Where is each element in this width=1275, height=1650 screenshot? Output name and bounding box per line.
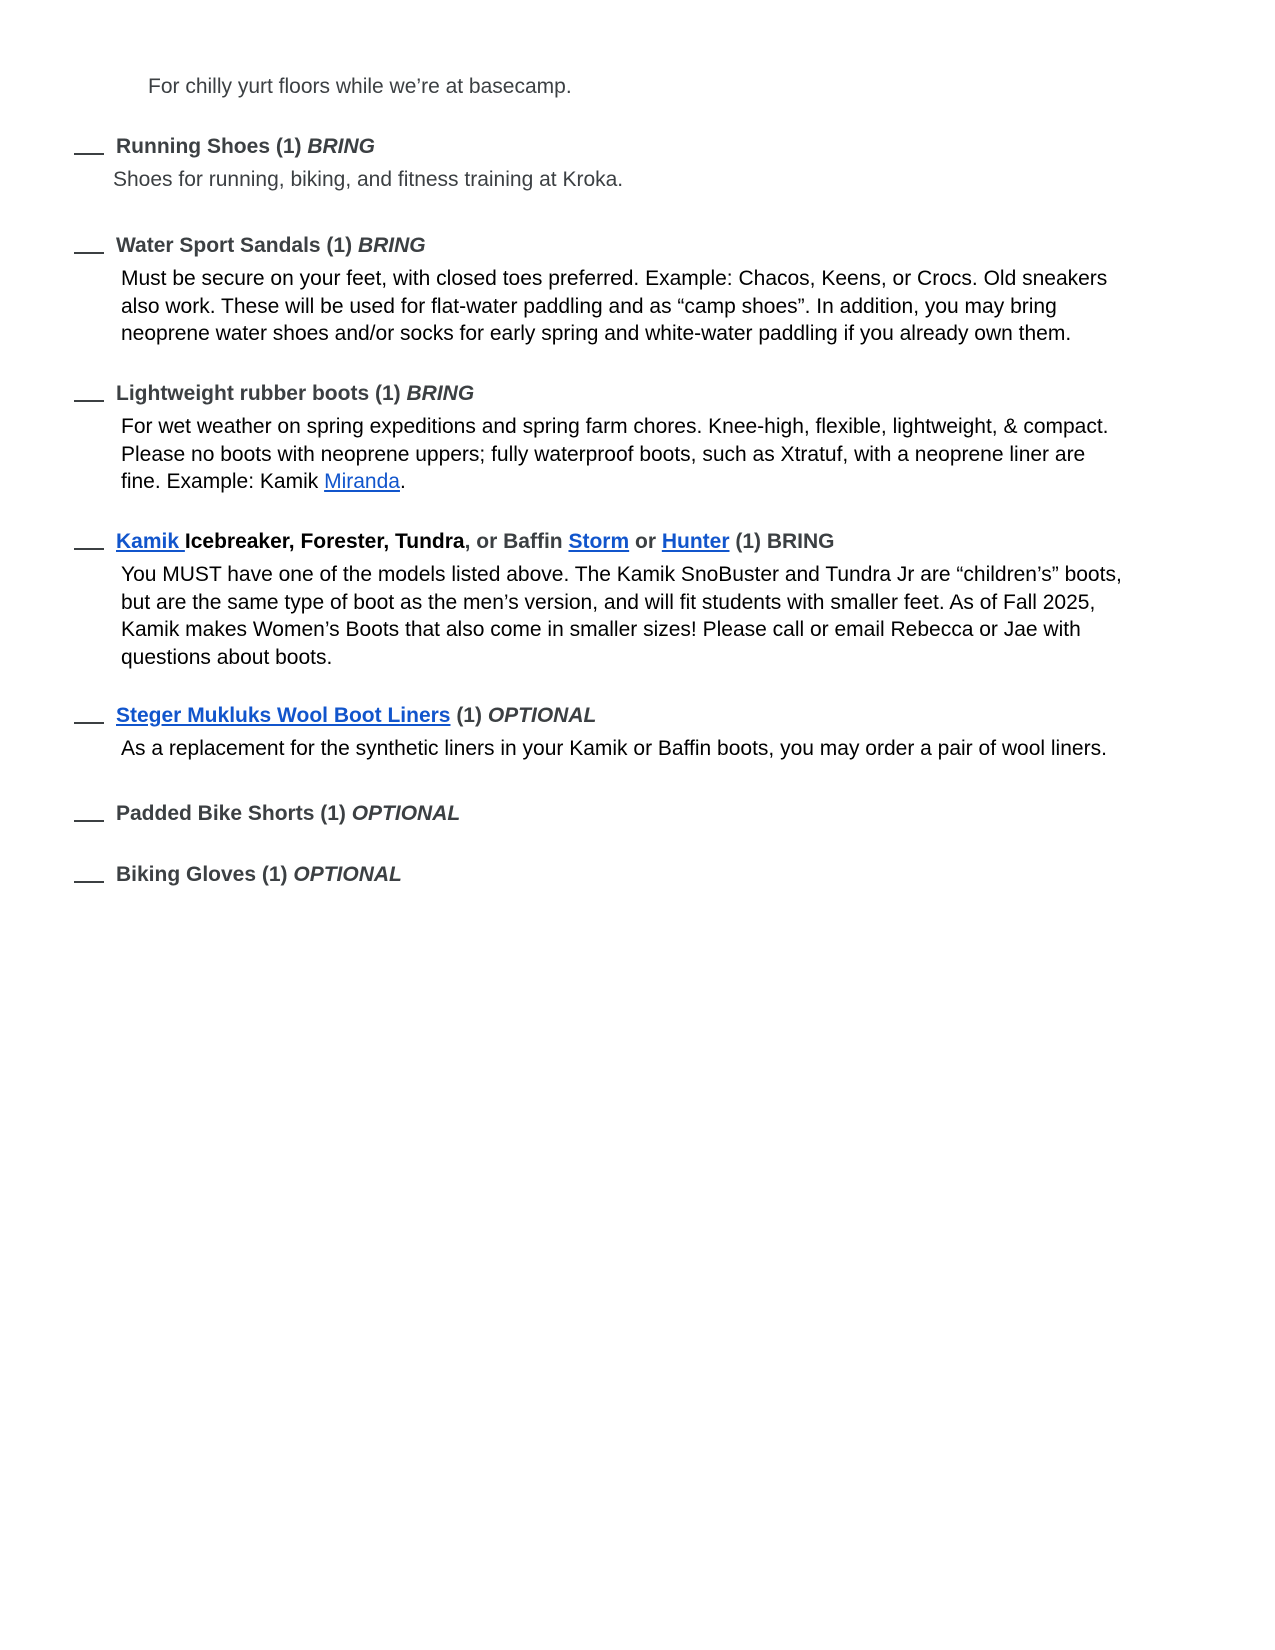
item-rubber-boots xyxy=(74,380,474,408)
checkbox-blank[interactable] xyxy=(74,534,104,550)
kamik-link[interactable]: Kamik xyxy=(116,530,185,553)
item-running-desc: Shoes for running, biking, and fitness training at Kroka. xyxy=(113,168,624,191)
item-name: Running Shoes (1) xyxy=(116,135,308,158)
checkbox-blank[interactable] xyxy=(74,139,104,155)
checkbox-blank[interactable] xyxy=(74,867,104,883)
item-water-sandals xyxy=(74,232,426,260)
item-tag: BRING xyxy=(357,234,426,257)
item-count-tag: (1) BRING xyxy=(729,530,835,553)
desc-line: but are the same type of boot as the men’s version, and will fit students with smaller feet. As of Fall 2025, xyxy=(121,590,1096,614)
item-name: Water Sport Sandals (1) xyxy=(116,234,358,257)
item-tag: BRING xyxy=(406,382,475,405)
or-baffin-text: , or Baffin xyxy=(464,530,569,553)
intro-note: For chilly yurt floors while we’re at basecamp. xyxy=(148,75,572,98)
storm-link[interactable]: Storm xyxy=(568,530,630,553)
item-rubber-boots-desc xyxy=(121,413,1216,496)
or-text: or xyxy=(629,530,662,553)
item-name: Lightweight rubber boots (1) xyxy=(116,382,407,405)
desc-text: . xyxy=(399,470,406,493)
item-tag: OPTIONAL xyxy=(293,863,402,886)
checkbox-blank[interactable] xyxy=(74,806,104,822)
item-tag: OPTIONAL xyxy=(351,802,461,825)
desc-line: questions about boots. xyxy=(121,645,333,669)
item-bike-shorts xyxy=(74,800,460,828)
item-boot-liners xyxy=(74,702,596,730)
item-winter-boots xyxy=(74,528,835,556)
steger-mukluks-link[interactable]: Steger Mukluks Wool Boot Liners xyxy=(116,704,451,727)
item-bike-gloves xyxy=(74,861,402,889)
desc-text: fine. Example: Kamik xyxy=(121,470,325,493)
desc-line: Must be secure on your feet, with closed toes preferred. Example: Chacos, Keens, or Crocs. Old sneakers xyxy=(121,267,1108,290)
desc-line: You MUST have one of the models listed above. The Kamik SnoBuster and Tundra Jr are “children’s” boots, xyxy=(121,563,1122,586)
item-name: Biking Gloves (1) xyxy=(116,863,294,886)
desc-line xyxy=(121,468,1216,496)
item-running-shoes xyxy=(74,133,375,161)
desc-line: also work. These will be used for flat-water paddling and as “camp shoes”. In addition, you may bring xyxy=(121,294,1057,318)
miranda-link[interactable]: Miranda xyxy=(324,470,400,493)
checkbox-blank[interactable] xyxy=(74,238,104,254)
desc-line: For wet weather on spring expeditions and spring farm chores. Knee-high, flexible, lightweight, & compact. xyxy=(121,415,1109,438)
item-sandals-desc xyxy=(121,265,1216,348)
item-name: Padded Bike Shorts (1) xyxy=(116,802,352,825)
checkbox-blank[interactable] xyxy=(74,386,104,402)
item-count: (1) xyxy=(450,704,488,727)
boot-models: Icebreaker, Forester, Tundra xyxy=(184,530,465,553)
desc-line: neoprene water shoes and/or socks for early spring and white-water paddling if you already own them. xyxy=(121,322,1072,345)
desc-line: Please no boots with neoprene uppers; fully waterproof boots, such as Xtratuf, with a neoprene liner are xyxy=(121,442,1086,466)
item-winter-boots-desc xyxy=(121,561,1216,671)
item-tag: BRING xyxy=(307,135,375,158)
item-tag: OPTIONAL xyxy=(487,704,597,727)
hunter-link[interactable]: Hunter xyxy=(661,530,730,553)
item-liners-desc: As a replacement for the synthetic liners in your Kamik or Baffin boots, you may order a pair of wool liners. xyxy=(121,737,1107,760)
desc-line: Kamik makes Women’s Boots that also come in smaller sizes! Please call or email Rebecca or Jae with xyxy=(121,618,1081,641)
checkbox-blank[interactable] xyxy=(74,708,104,724)
